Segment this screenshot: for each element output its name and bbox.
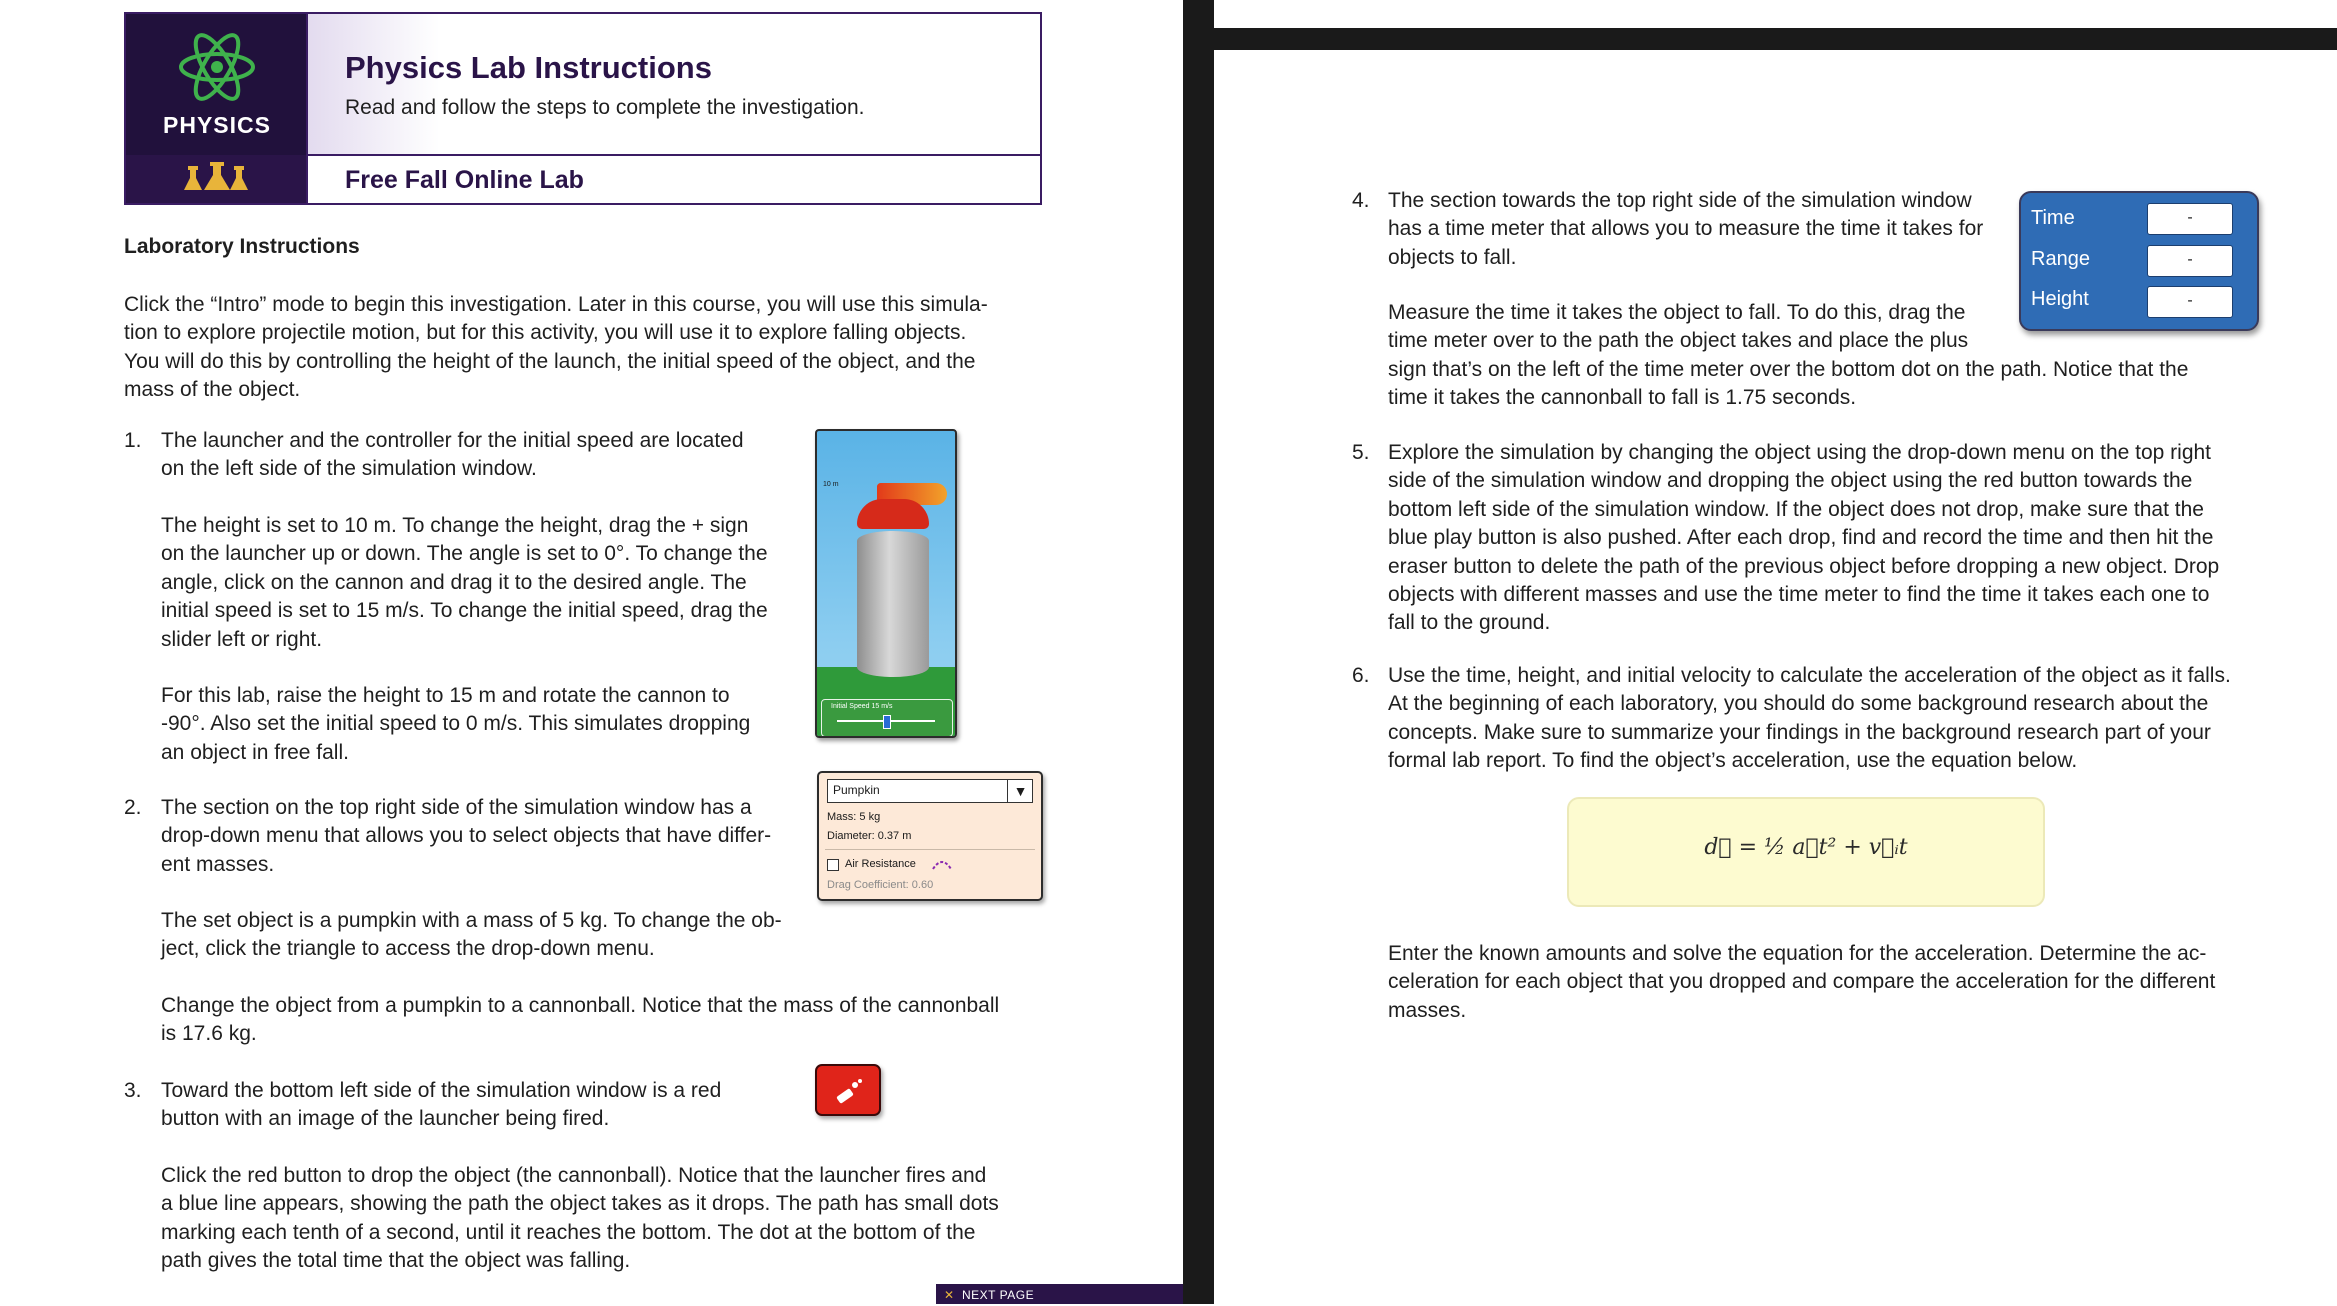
time-meter-screenshot (2019, 191, 2259, 331)
text-line: The launcher and the controller for the initial speed are located (161, 429, 744, 452)
diameter-readout: Diameter: 0.37 m (827, 830, 912, 842)
text-line: on the launcher up or down. The angle is set to 0°. To change the (161, 542, 768, 566)
step1-paragraph-a (161, 427, 801, 484)
step6-paragraph-a (1388, 662, 2308, 776)
trajectory-icon (931, 857, 953, 871)
launcher-tower (857, 531, 929, 677)
intro-line: mass of the object. (124, 378, 301, 402)
launcher-screenshot (815, 429, 957, 738)
height-marker: 10 m (823, 481, 839, 488)
initial-speed-label: Initial Speed 15 m/s (831, 703, 893, 710)
text-line: on the left side of the simulation window. (161, 457, 537, 481)
page-top-bar (1214, 28, 2337, 50)
text-line: has a time meter that allows you to measure the time it takes for (1388, 217, 1984, 241)
header-vertical-divider (306, 14, 308, 203)
text-line: slider left or right. (161, 627, 323, 651)
object-select-value: Pumpkin (833, 783, 880, 797)
header-divider (308, 154, 1042, 156)
text-line: objects with different masses and use the time meter to find the time it takes each one to (1388, 583, 2210, 607)
intro-line: Click the “Intro” mode to begin this investigation. Later in this course, you will use this simula- (124, 293, 988, 316)
step-number: 6. (1352, 664, 1370, 687)
height-label: Height (2031, 288, 2089, 310)
text-line: marking each tenth of a second, until it reaches the bottom. The dot at the bottom of the (161, 1220, 976, 1244)
text-line: Click the red button to drop the object (the cannonball). Notice that the launcher fires and (161, 1164, 987, 1187)
speed-slider-knob (883, 715, 891, 729)
section-heading: Laboratory Instructions (124, 235, 360, 258)
text-line: ject, click the triangle to access the drop-down menu. (161, 937, 655, 961)
intro-line: You will do this by controlling the height of the launch, the initial speed of the object, and the (124, 349, 976, 373)
range-label: Range (2031, 248, 2090, 270)
step3-paragraph-a (161, 1077, 821, 1134)
page-subtitle: Read and follow the steps to complete the investigation. (345, 96, 865, 119)
cannon-base (857, 499, 929, 529)
step6-paragraph-b (1388, 940, 2288, 1025)
text-line: an object in free fall. (161, 740, 349, 764)
text-line: Enter the known amounts and solve the equation for the acceleration. Determine the ac- (1388, 942, 2207, 965)
equation-box (1567, 797, 2045, 907)
page-title: Physics Lab Instructions (345, 50, 712, 85)
text-line: path gives the total time that the object was falling. (161, 1249, 631, 1273)
text-line: Explore the simulation by changing the object using the drop-down menu on the top right (1388, 441, 2212, 464)
page-gutter (1183, 0, 1214, 1304)
text-line: Use the time, height, and initial velocity to calculate the acceleration of the object as it falls. (1388, 664, 2231, 687)
text-line: bottom left side of the simulation window. If the object does not drop, make sure that the (1388, 497, 2204, 521)
text-line: objects to fall. (1388, 245, 1517, 269)
text-line: time it takes the cannonball to fall is 1.75 seconds. (1388, 386, 1857, 410)
intro-line: tion to explore projectile motion, but for this activity, you will use it to explore falling objects. (124, 321, 967, 345)
text-line: Measure the time it takes the object to fall. To do this, drag the (1388, 301, 1966, 324)
atom-icon (176, 26, 258, 108)
step-number: 4. (1352, 189, 1370, 212)
text-line: The height is set to 10 m. To change the height, drag the + sign (161, 514, 749, 537)
height-value: - (2147, 286, 2233, 318)
text-line: For this lab, raise the height to 15 m and rotate the cannon to (161, 684, 730, 707)
text-line: celeration for each object that you dropped and compare the acceleration for the different (1388, 970, 2216, 994)
range-value: - (2147, 245, 2233, 277)
text-line: masses. (1388, 998, 1467, 1022)
text-line: button with an image of the launcher being fired. (161, 1107, 610, 1131)
air-resistance-label: Air Resistance (845, 858, 916, 870)
text-line: The section towards the top right side of the simulation window (1388, 189, 1972, 212)
text-line: a blue line appears, showing the path the object takes as it drops. The path has small dots (161, 1192, 999, 1216)
kinematics-equation: d⃗ = ½ a⃗t² + v⃗ᵢt (1704, 835, 1908, 860)
time-value: - (2147, 203, 2233, 235)
text-line: side of the simulation window and dropping the object using the red button towards the (1388, 469, 2193, 493)
step-number: 5. (1352, 441, 1370, 464)
lab-name: Free Fall Online Lab (345, 166, 584, 194)
chevron-down-icon: ✕ (944, 1288, 955, 1302)
mass-readout: Mass: 5 kg (827, 811, 881, 823)
step1-paragraph-c (161, 682, 801, 767)
intro-paragraph (124, 291, 1124, 405)
object-dropdown-screenshot (817, 771, 1043, 901)
text-line: blue play button is also pushed. After each drop, find and record the time and then hit the (1388, 526, 2214, 550)
step-number: 2. (124, 796, 142, 819)
text-line: formal lab report. To find the object’s acceleration, use the equation below. (1388, 749, 2078, 773)
text-line: initial speed is set to 15 m/s. To change the initial speed, drag the (161, 599, 768, 623)
step-number: 3. (124, 1079, 142, 1102)
text-line: At the beginning of each laboratory, you should do some background research about the (1388, 692, 2209, 716)
triangle-down-icon: ▼ (1007, 779, 1033, 803)
text-line: is 17.6 kg. (161, 1022, 257, 1046)
launcher-fire-icon (833, 1076, 865, 1106)
text-line: eraser button to delete the path of the previous object before dropping a new object. Drop (1388, 554, 2220, 578)
divider (825, 849, 1035, 850)
text-line: The set object is a pumpkin with a mass of 5 kg. To change the ob- (161, 909, 782, 932)
step3-paragraph-b (161, 1162, 1061, 1276)
drag-coefficient-readout: Drag Coefficient: 0.60 (827, 879, 934, 891)
step2-paragraph-a (161, 794, 821, 879)
time-label: Time (2031, 207, 2075, 229)
text-line: sign that’s on the left of the time meter over the bottom dot on the path. Notice that the (1388, 357, 2189, 381)
text-line: concepts. Make sure to summarize your findings in the background research part of your (1388, 720, 2211, 744)
air-resistance-checkbox (827, 859, 839, 871)
text-line: drop-down menu that allows you to select objects that have differ- (161, 824, 772, 848)
step-number: 1. (124, 429, 142, 452)
text-line: The section on the top right side of the simulation window has a (161, 796, 752, 819)
page-top-margin (1214, 0, 2337, 28)
text-line: Toward the bottom left side of the simulation window is a red (161, 1079, 722, 1102)
text-line: -90°. Also set the initial speed to 0 m/s. This simulates dropping (161, 712, 751, 736)
fire-button-screenshot (815, 1064, 881, 1116)
text-line: ent masses. (161, 852, 275, 876)
step2-paragraph-c (161, 992, 1061, 1049)
text-line: Change the object from a pumpkin to a cannonball. Notice that the mass of the cannonball (161, 994, 1000, 1017)
text-line: time meter over to the path the object takes and place the plus (1388, 329, 1969, 353)
step1-paragraph-b (161, 512, 801, 654)
step4-paragraph-a (1388, 187, 2028, 272)
text-line: angle, click on the cannon and drag it to the desired angle. The (161, 570, 747, 594)
step2-paragraph-b (161, 907, 821, 964)
text-line: fall to the ground. (1388, 611, 1551, 635)
next-page-label: NEXT PAGE (962, 1288, 1035, 1302)
step5-paragraph (1388, 439, 2288, 638)
flask-icons (184, 160, 250, 194)
next-page-link[interactable] (936, 1284, 1183, 1304)
logo-text: PHYSICS (163, 112, 271, 138)
